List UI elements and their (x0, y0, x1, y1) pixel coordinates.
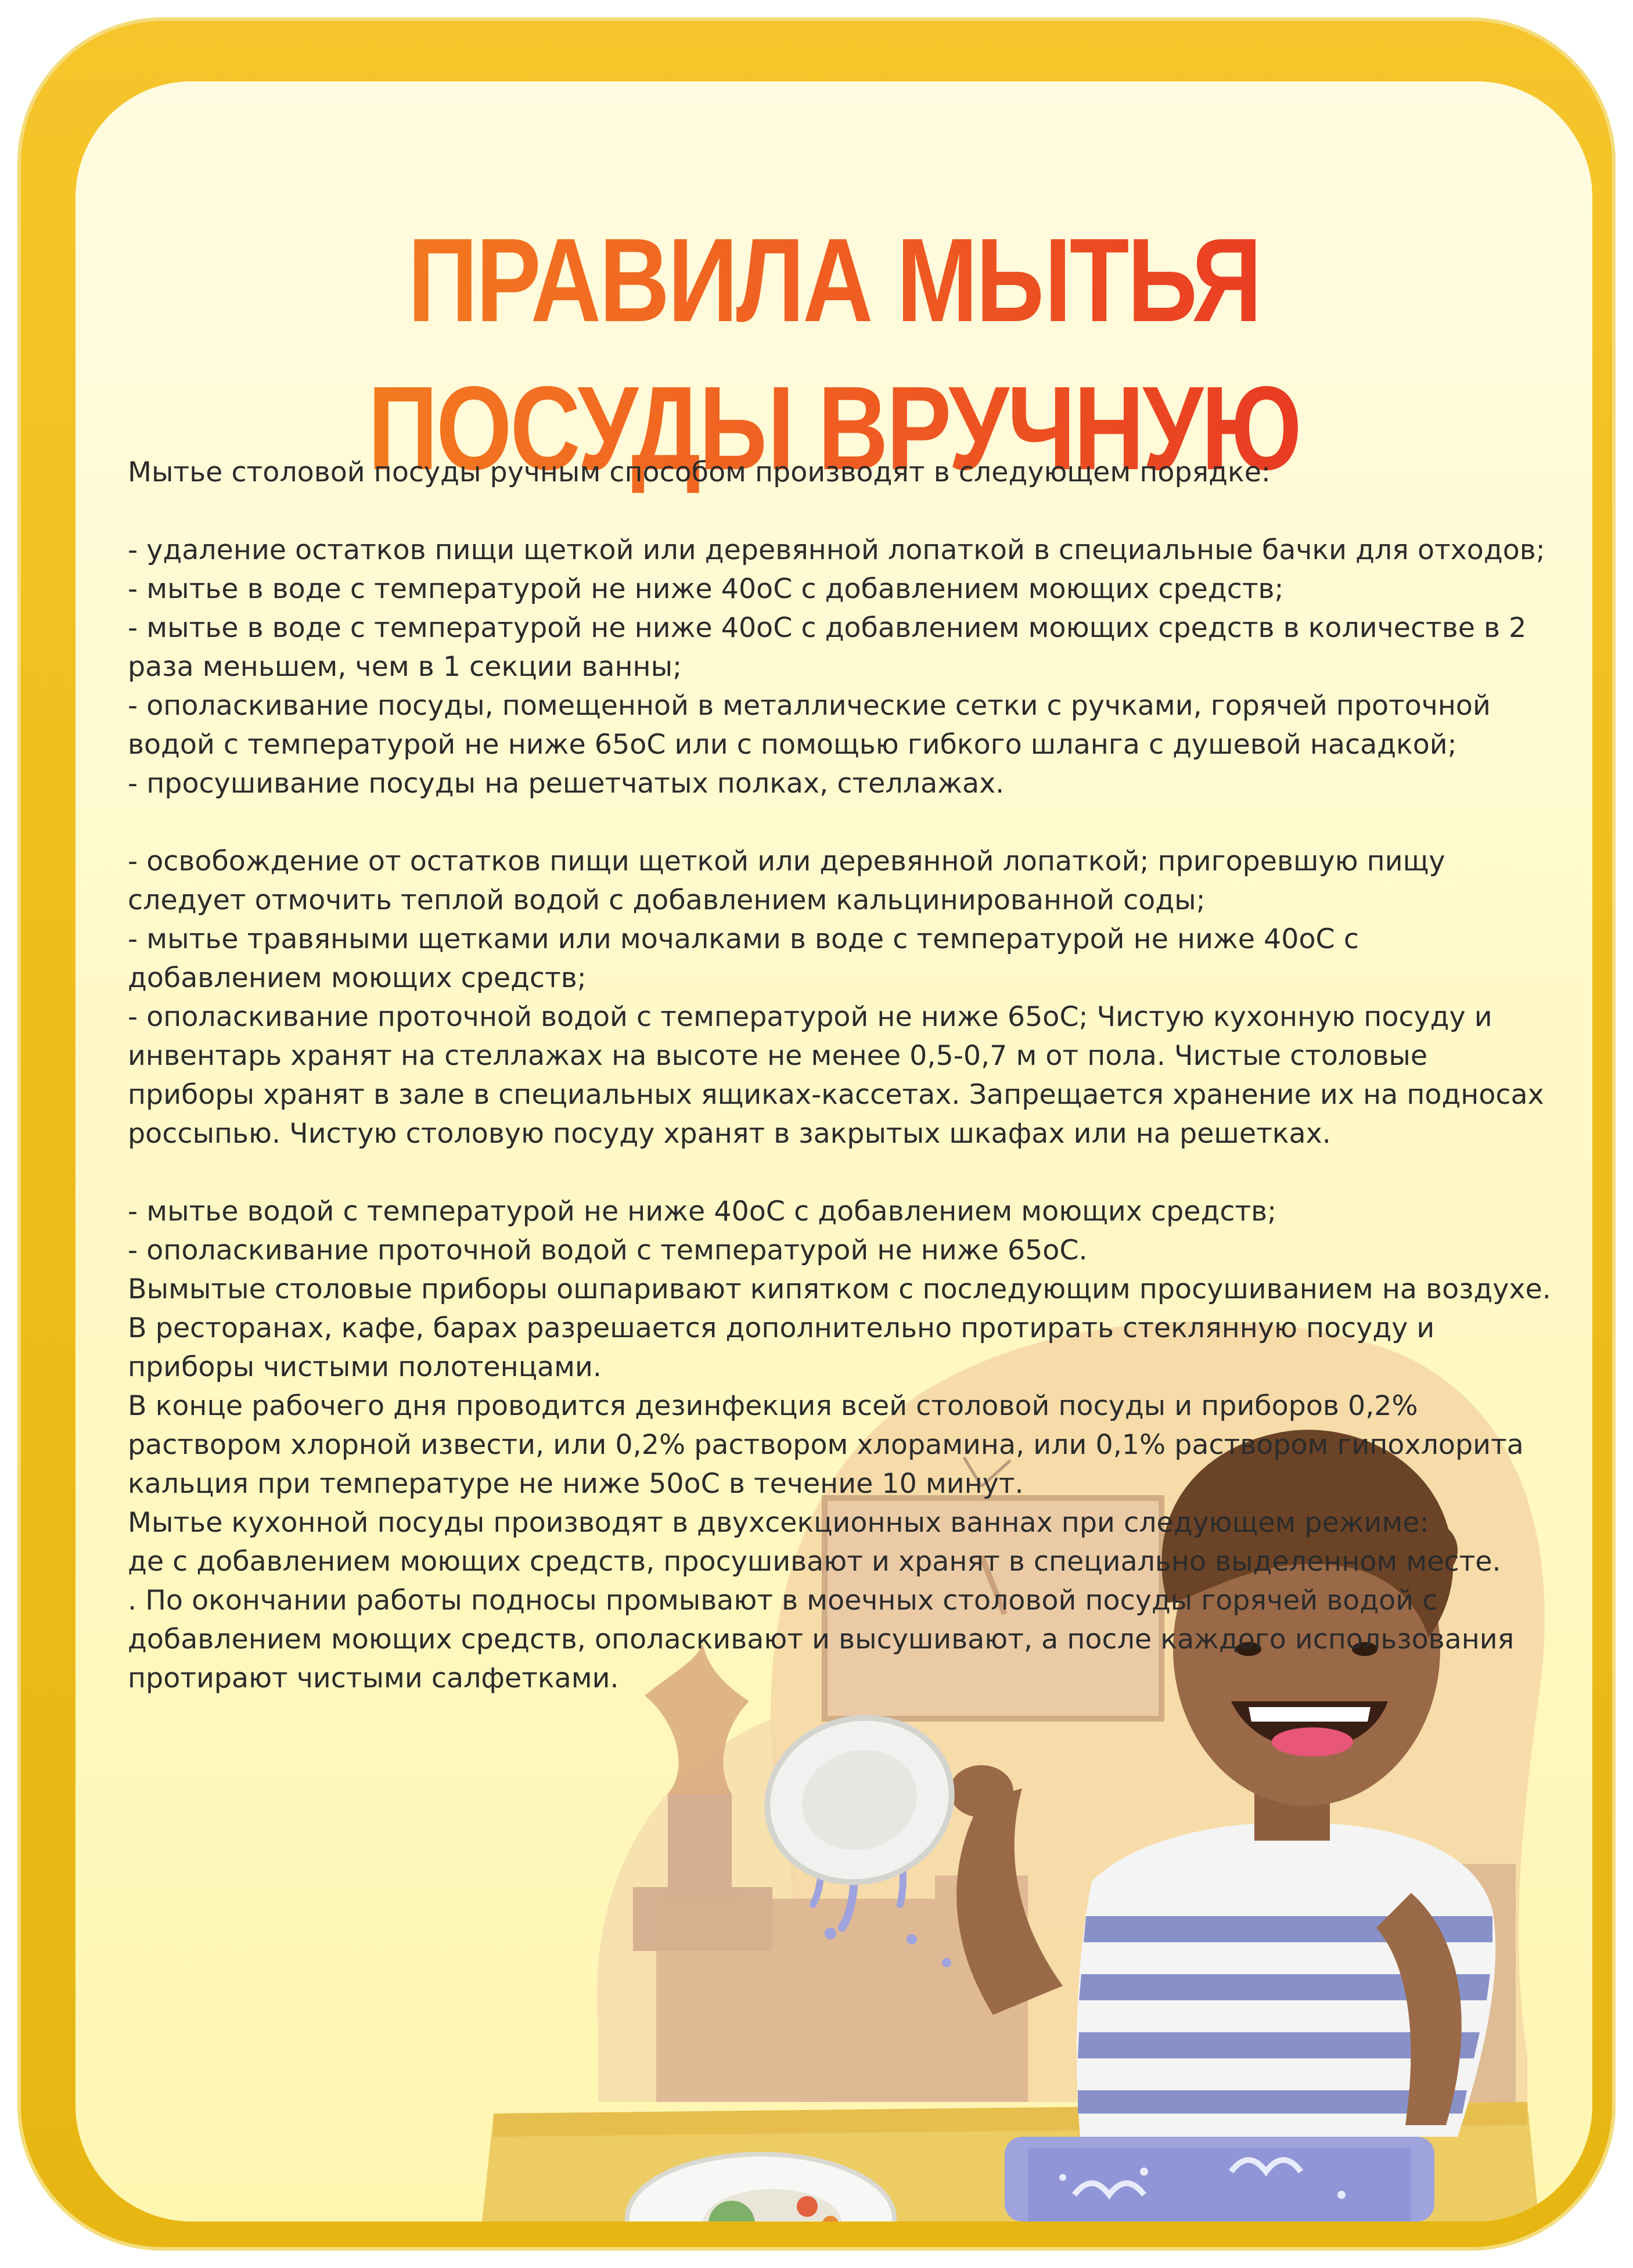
rule-item: - ополаскивание проточной водой с температурой не ниже 65оС; Чистую кухонную посуду и инвентарь хранят на стеллажах на высоте не менее 0,5-0,7 м от пола. Чистые столовые приборы хранят в зале в специальных ящиках-кассетах. Запрещается хранение их на подносах россыпью. Чистую столовую посуду хранят в закрытых шкафах или на решетках. (128, 1001, 1544, 1150)
rule-item: - мытье в воде с температурой не ниже 40оС с добавлением моющих средств; (128, 573, 1284, 605)
rule-item: Вымытые столовые приборы ошпаривают кипятком с последующим просушиванием на воздухе. (128, 1273, 1551, 1305)
rule-item: Мытье кухонной посуды производят в двухсекционных ваннах при следующем режиме: (128, 1507, 1429, 1539)
rule-item: - мытье травяными щетками или мочалками в воде с температурой не ниже 40оС с добавлением моющих средств; (128, 923, 1359, 994)
rule-item: В ресторанах, кафе, барах разрешается дополнительно протирать стеклянную посуду и приборы чистыми полотенцами. (128, 1312, 1435, 1383)
rule-item: - удаление остатков пищи щеткой или деревянной лопаткой в специальные бачки для отходов; (128, 534, 1545, 566)
rule-item: - освобождение от остатков пищи щеткой или деревянной лопаткой; пригоревшую пищу следует отмочить теплой водой с добавлением кальцинированной соды; (128, 845, 1445, 916)
title-line-2: ПОСУДЫ ВРУЧНУЮ (368, 362, 1300, 495)
rule-item: де с добавлением моющих средств, просушивают и хранят в специально выделенном месте. (128, 1546, 1501, 1578)
rule-item: - просушивание посуды на решетчатых полках, стеллажах. (128, 768, 1005, 800)
poster-frame (17, 17, 1616, 2251)
title-line-1: ПРАВИЛА МЫТЬЯ (408, 214, 1260, 347)
rule-item: - ополаскивание посуды, помещенной в металлические сетки с ручками, горячей проточной водой с температурой не ниже 65оС или с помощью гибкого шланга с душевой насадкой; (128, 690, 1491, 761)
rule-item: В конце рабочего дня проводится дезинфекция всей столовой посуды и приборов 0,2% раствором хлорной извести, или 0,2% раствором хлорамина, или 0,1% раствором гипохлорита кальция при температуре не ниже 50оС в течение 10 минут. (128, 1390, 1524, 1500)
rule-item: - мытье водой с температурой не ниже 40оС с добавлением моющих средств; (128, 1196, 1277, 1227)
rule-item: . По окончании работы подносы промывают в моечных столовой посуды горячей водой с добавлением моющих средств, ополаскивают и высушивают, а после каждого использования протирают чистыми салфетками. (128, 1585, 1515, 1694)
sink-icon (1005, 2137, 1434, 2222)
rule-item: - ополаскивание проточной водой с температурой не ниже 65оС. (128, 1234, 1088, 1266)
intro-paragraph: Мытье столовой посуды ручным способом производят в следующем порядке: (128, 456, 1271, 488)
poster-panel (75, 81, 1592, 2222)
instructions-text (128, 453, 1556, 1698)
rule-item: - мытье в воде с температурой не ниже 40оС с добавлением моющих средств в количестве в 2 раза меньшем, чем в 1 секции ванны; (128, 612, 1527, 683)
